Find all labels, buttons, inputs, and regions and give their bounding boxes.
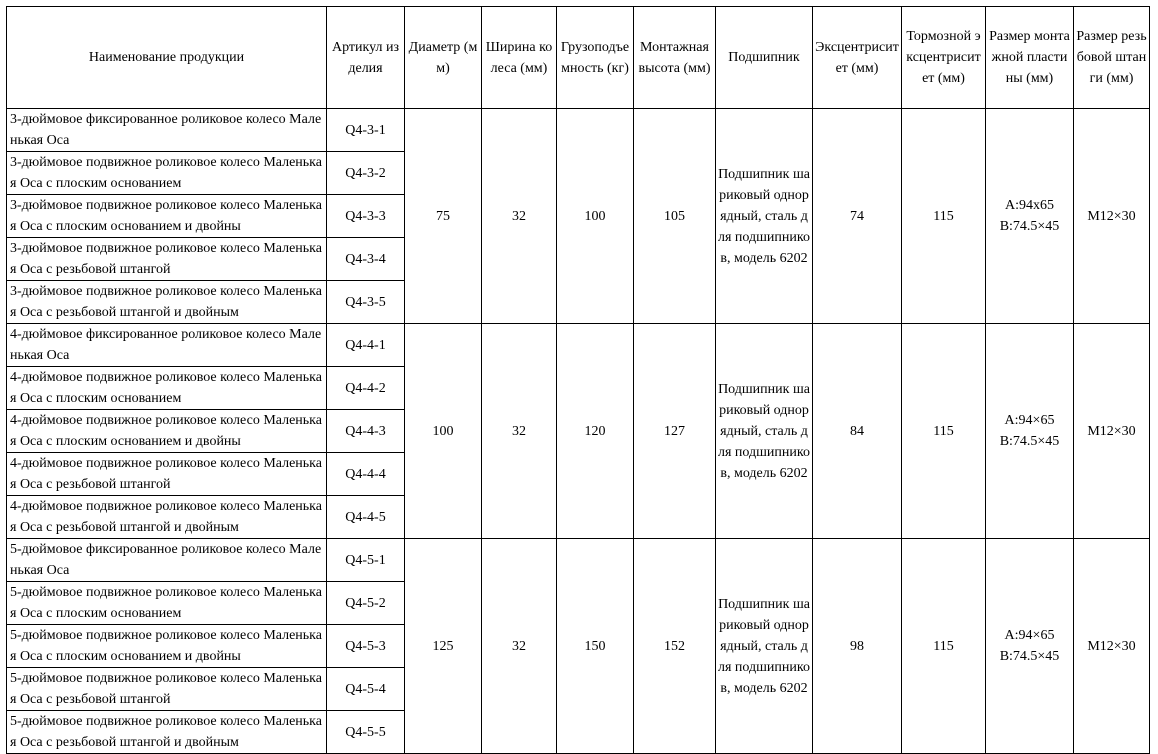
header-wheel-width: Ширина колеса (мм) [482, 7, 557, 109]
plate-size-a: A:94×65 [1004, 413, 1055, 428]
article-cell: Q4-5-5 [327, 711, 405, 754]
eccentricity-cell: 84 [813, 324, 902, 539]
eccentricity-cell: 74 [813, 109, 902, 324]
header-thread-size: Размер резьбовой штанги (мм) [1074, 7, 1150, 109]
thread-size-cell: M12×30 [1074, 324, 1150, 539]
plate-size-cell [986, 109, 1074, 324]
article-cell: Q4-4-2 [327, 367, 405, 410]
header-article: Артикул изделия [327, 7, 405, 109]
header-product-name: Наименование продукции [7, 7, 327, 109]
plate-size-b: B:74.5×45 [999, 434, 1060, 449]
bearing-cell: Подшипник шариковый однорядный, сталь для подшипников, модель 6202 [716, 324, 813, 539]
diameter-cell: 75 [405, 109, 482, 324]
product-name-cell: 5-дюймовое подвижное роликовое колесо Маленькая Оса с резьбовой штангой [7, 668, 327, 711]
load-capacity-cell: 120 [557, 324, 634, 539]
product-name-cell: 3-дюймовое подвижное роликовое колесо Маленькая Оса с резьбовой штангой [7, 238, 327, 281]
brake-eccentricity-cell: 115 [902, 109, 986, 324]
brake-eccentricity-cell: 115 [902, 539, 986, 754]
table-row [7, 109, 1150, 152]
table-row [7, 324, 1150, 367]
article-cell: Q4-3-2 [327, 152, 405, 195]
product-name-cell: 5-дюймовое подвижное роликовое колесо Маленькая Оса с плоским основанием [7, 582, 327, 625]
product-name-cell: 4-дюймовое подвижное роликовое колесо Маленькая Оса с резьбовой штангой и двойным [7, 496, 327, 539]
load-capacity-cell: 100 [557, 109, 634, 324]
header-load-capacity: Грузоподъемность (кг) [557, 7, 634, 109]
header-bearing: Подшипник [716, 7, 813, 109]
header-row [7, 7, 1150, 109]
load-capacity-cell: 150 [557, 539, 634, 754]
plate-size-a: A:94×65 [1004, 628, 1055, 643]
product-name-cell: 3-дюймовое подвижное роликовое колесо Маленькая Оса с плоским основанием и двойны [7, 195, 327, 238]
product-name-cell: 4-дюймовое подвижное роликовое колесо Маленькая Оса с резьбовой штангой [7, 453, 327, 496]
article-cell: Q4-3-5 [327, 281, 405, 324]
article-cell: Q4-5-3 [327, 625, 405, 668]
article-cell: Q4-4-5 [327, 496, 405, 539]
header-diameter: Диаметр (мм) [405, 7, 482, 109]
product-name-cell: 4-дюймовое подвижное роликовое колесо Маленькая Оса с плоским основанием и двойны [7, 410, 327, 453]
product-spec-table [6, 6, 1150, 754]
article-cell: Q4-5-1 [327, 539, 405, 582]
bearing-cell: Подшипник шариковый однорядный, сталь для подшипников, модель 6202 [716, 109, 813, 324]
mount-height-cell: 152 [634, 539, 716, 754]
article-cell: Q4-5-2 [327, 582, 405, 625]
plate-size-a: A:94x65 [1005, 198, 1054, 213]
plate-size-b: B:74.5×45 [999, 649, 1060, 664]
wheel-width-cell: 32 [482, 539, 557, 754]
article-cell: Q4-3-3 [327, 195, 405, 238]
table-row [7, 539, 1150, 582]
article-cell: Q4-5-4 [327, 668, 405, 711]
thread-size-cell: M12×30 [1074, 539, 1150, 754]
mount-height-cell: 105 [634, 109, 716, 324]
header-plate-size: Размер монтажной пластины (мм) [986, 7, 1074, 109]
product-name-cell: 5-дюймовое фиксированное роликовое колесо Маленькая Оса [7, 539, 327, 582]
product-name-cell: 4-дюймовое подвижное роликовое колесо Маленькая Оса с плоским основанием [7, 367, 327, 410]
plate-size-cell [986, 324, 1074, 539]
product-name-cell: 3-дюймовое фиксированное роликовое колесо Маленькая Оса [7, 109, 327, 152]
plate-size-b: B:74.5×45 [999, 219, 1060, 234]
brake-eccentricity-cell: 115 [902, 324, 986, 539]
eccentricity-cell: 98 [813, 539, 902, 754]
article-cell: Q4-3-1 [327, 109, 405, 152]
product-name-cell: 3-дюймовое подвижное роликовое колесо Маленькая Оса с плоским основанием [7, 152, 327, 195]
wheel-width-cell: 32 [482, 324, 557, 539]
diameter-cell: 125 [405, 539, 482, 754]
article-cell: Q4-4-1 [327, 324, 405, 367]
document-page [6, 6, 1150, 754]
mount-height-cell: 127 [634, 324, 716, 539]
plate-size-cell [986, 539, 1074, 754]
wheel-width-cell: 32 [482, 109, 557, 324]
diameter-cell: 100 [405, 324, 482, 539]
product-name-cell: 5-дюймовое подвижное роликовое колесо Маленькая Оса с плоским основанием и двойны [7, 625, 327, 668]
header-eccentricity: Эксцентриситет (мм) [813, 7, 902, 109]
header-mount-height: Монтажная высота (мм) [634, 7, 716, 109]
article-cell: Q4-4-4 [327, 453, 405, 496]
article-cell: Q4-3-4 [327, 238, 405, 281]
product-name-cell: 5-дюймовое подвижное роликовое колесо Маленькая Оса с резьбовой штангой и двойным [7, 711, 327, 754]
thread-size-cell: M12×30 [1074, 109, 1150, 324]
product-name-cell: 3-дюймовое подвижное роликовое колесо Маленькая Оса с резьбовой штангой и двойным [7, 281, 327, 324]
product-name-cell: 4-дюймовое фиксированное роликовое колесо Маленькая Оса [7, 324, 327, 367]
bearing-cell: Подшипник шариковый однорядный, сталь для подшипников, модель 6202 [716, 539, 813, 754]
article-cell: Q4-4-3 [327, 410, 405, 453]
header-brake-eccentricity: Тормозной эксцентриситет (мм) [902, 7, 986, 109]
